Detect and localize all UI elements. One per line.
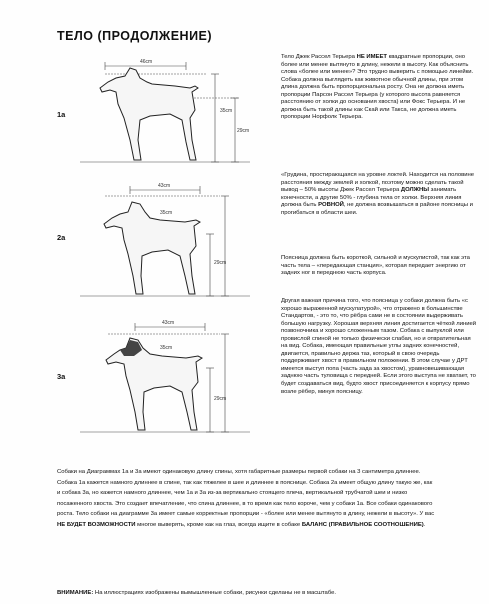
- dim-1a-body: 29cm: [237, 128, 250, 134]
- paragraph-chest: [281, 172, 477, 217]
- paragraph-topline: Другая важная причина того, что поясница у собаки должна быть «с хорошо выраженной мускулатурой», что отражено в большинстве Стандартов, - это то, что рёбра сами не в состоянии выдерживать большую нагрузку. Хорошая верхняя линия достигается чёткой линией позвоночника и хорошо сложенным тазом. Собака с выпуклой или провислой спиной не только физически слабая, но и отвратительная на вид. Собака, имеющая правильные углы задних конечностей, двигается, правильно держа таз, который в свою очередь поддерживает хвост в правильном положении. В этом случае у ДРТ имеется выступ попа (часть зада за хвостом), уравновешивающая заднюю часть туловища с передней. Если этого выступа не хватает, то будет создаваться вид, будто хвост присоединяется к корпусу прямо возле рёбер, минуя поясницу.: [281, 298, 477, 395]
- paragraph-proportions: [281, 54, 477, 122]
- para2-c: занимать конечности, а другие 50% - глубина тела от холки. Верхняя линия должна быть: [281, 187, 462, 209]
- dim-3a-length: 43cm: [162, 320, 175, 326]
- para2-d: РОВНОЙ: [318, 202, 344, 209]
- diagram-label-3a: 3а: [57, 372, 66, 381]
- note-text: На иллюстрациях изображены вымышленные собаки, рисунки сделаны не в масштабе.: [93, 590, 337, 596]
- dim-2a-height: 35cm: [160, 210, 173, 216]
- paragraph-loin: Поясница должна быть короткой, сильной и мускулистой, так как эта часть тела – «передающая станция», которая передает энергию от задних ног в переднюю часть корпуса.: [281, 255, 470, 277]
- para2-e: , не должна возвышаться в районе поясницы и прогибаться в области шеи.: [281, 202, 473, 216]
- dog-silhouette-2a: [104, 202, 200, 294]
- dim-1a-length: 46cm: [140, 59, 153, 65]
- dim-1a-height: 35cm: [220, 108, 233, 114]
- dim-3a-body: 29cm: [214, 396, 227, 402]
- attention-note: [57, 590, 336, 596]
- dog-silhouette-1a: [100, 68, 198, 160]
- page-title: ТЕЛО (ПРОДОЛЖЕНИЕ): [57, 29, 213, 43]
- bottom-b: НЕ БУДЕТ ВОЗМОЖНОСТИ: [57, 521, 136, 528]
- bottom-c: многое выверять, кроме как на глаз, всегда ищите в собаке: [135, 521, 302, 528]
- para1-a: Тело Джек Рассел Терьера: [281, 54, 357, 60]
- para1-c: квадратные пропорции, оно более или менее вытянуто в длину, нежели в высоту. Как объяснить слова «более или менее»? Это трудно выверить с помощью линейки. Собака должна выглядеть как животное обычной длины, при этом длина должна быть пропорциональна росту. Она не должна иметь пропорции Парсон Рассел Терьера (у которого высота равняется расстоянию от холки до основания хвоста) или Фокс Терьера. И не должна быть такой длины как Скай или Такса, не должна иметь пропорции Норфолк Терьера.: [281, 54, 474, 121]
- dim-2a-length: 43cm: [158, 183, 171, 189]
- para1-b: НЕ ИМЕЕТ: [356, 54, 388, 60]
- note-label: ВНИМАНИЕ:: [57, 590, 94, 596]
- para2-b: ДОЛЖНЫ: [400, 187, 430, 194]
- dog-silhouette-3a: [106, 338, 202, 430]
- dim-3a-height: 35cm: [160, 345, 173, 351]
- paragraph-summary: [57, 467, 437, 531]
- bottom-d: БАЛАНС (ПРАВИЛЬНОЕ СООТНОШЕНИЕ): [301, 521, 424, 528]
- diagram-label-1a: 1а: [57, 110, 66, 119]
- bottom-e: .: [423, 521, 426, 528]
- diagram-label-2a: 2а: [57, 233, 66, 242]
- bottom-a: Собаки на Диаграммах 1а и 3а имеют одинаковую длину спины, хотя габаритные размеры первой собаки на 3 сантиметра длиннее. Собака 1а кажется намного длиннее в спине, так как тяжелее в шее и длиннее в пояснице. Собака 2а имеет общую длину такую же, как и собака 3а, но кажется намного длиннее, чем 1а и 3а из-за вертикально стоящего плеча, вертикальной трубчатой шеи и низко посаженного хвоста. Это создает впечатление, что спина длиннее, в то время как тело короче, чем у собаки 1а. Все собаки одинакового роста. Тело собаки на диаграмме 3а имеет самые корректные пропорции - «более или менее вытянуто в длину, нежели в высоту». У вас: [57, 469, 435, 518]
- para2-a: «Грудина, простирающаяся на уровне локтей. Находится на половине расстояния между землей и холкой, поэтому можно сделать такой вывод – 50% высоты Джек Рассел Терьера: [281, 172, 475, 194]
- dim-2a-body: 29cm: [214, 260, 227, 266]
